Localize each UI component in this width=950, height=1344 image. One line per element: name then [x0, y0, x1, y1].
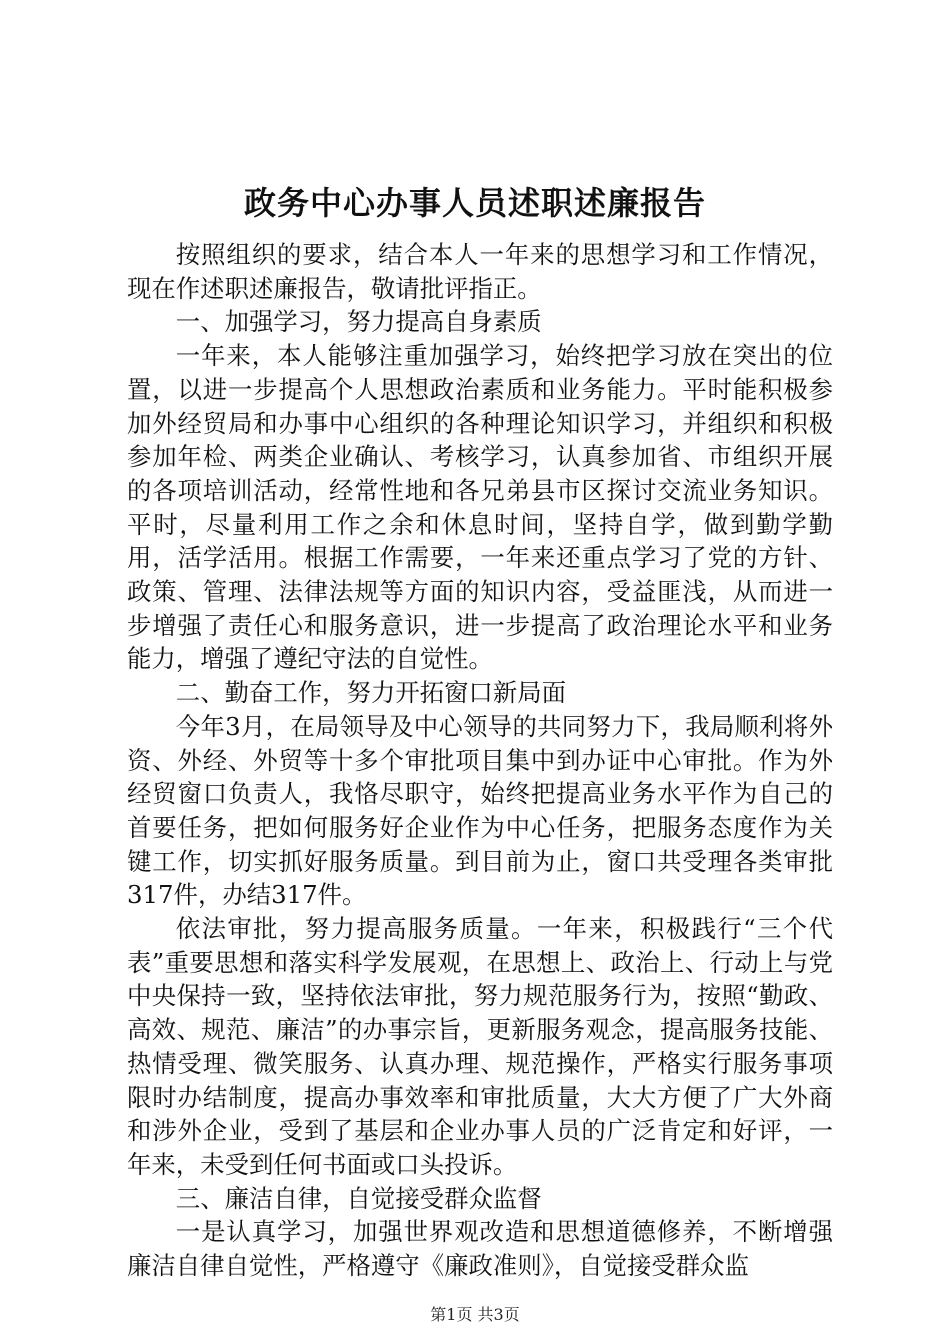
page-number-footer: 第1页 共3页 — [430, 1305, 520, 1324]
paragraph-window-work: 今年3月，在局领导及中心领导的共同努力下，我局顺利将外资、外经、外贸等十多个审批项目集中到办证中心审批。作为外经贸窗口负责人，我恪尽职守，始终把提高业务水平作为自己的首要任务，把如何服务好企业作为中心任务，把服务态度作为关键工作，切实抓好服务质量。到目前为止，窗口共受理各类审批317件，办结317件。 — [127, 711, 833, 910]
section-heading-3: 三、廉洁自律，自觉接受群众监督 — [175, 1183, 542, 1213]
paragraph-lawful-approval: 依法审批，努力提高服务质量。一年来，积极践行“三个代表”重要思想和落实科学发展观，在思想上、政治上、行动上与党中央保持一致，坚持依法审批，努力规范服务行为，按照“勤政、高效、规范、廉洁”的办事宗旨，更新服务观念，提高服务技能、热情受理、微笑服务、认真办理、规范操作，严格实行服务事项限时办结制度，提高办事效率和审批质量，大大方便了广大外商和涉外企业，受到了基层和企业办事人员的广泛肯定和好评，一年来，未受到任何书面或口头投诉。 — [127, 914, 833, 1179]
paragraph-study: 一年来，本人能够注重加强学习，始终把学习放在突出的位置，以进一步提高个人思想政治素质和业务能力。平时能积极参加外经贸局和办事中心组织的各种理论知识学习，并组织和积极参加年检、两类企业确认、考核学习，认真参加省、市组织开展的各项培训活动，经常性地和各兄弟县市区探讨交流业务知识。平时，尽量利用工作之余和休息时间，坚持自学，做到勤学勤用，活学活用。根据工作需要，一年来还重点学习了党的方针、政策、管理、法律法规等方面的知识内容，受益匪浅，从而进一步增强了责任心和服务意识，进一步提高了政治理论水平和业务能力，增强了遵纪守法的自觉性。 — [127, 341, 833, 674]
document-title: 政务中心办事人员述职述廉报告 — [243, 184, 706, 222]
section-heading-1: 一、加强学习，努力提高自身素质 — [175, 307, 542, 337]
paragraph-self-discipline: 一是认真学习，加强世界观改造和思想道德修养，不断增强廉洁自律自觉性，严格遵守《廉政准则》，自觉接受群众监 — [127, 1217, 833, 1281]
section-heading-2: 二、勤奋工作，努力开拓窗口新局面 — [175, 678, 567, 708]
paragraph-intro: 按照组织的要求，结合本人一年来的思想学习和工作情况，现在作述职述廉报告，敬请批评指正。 — [127, 240, 833, 303]
document-body — [127, 238, 833, 1283]
